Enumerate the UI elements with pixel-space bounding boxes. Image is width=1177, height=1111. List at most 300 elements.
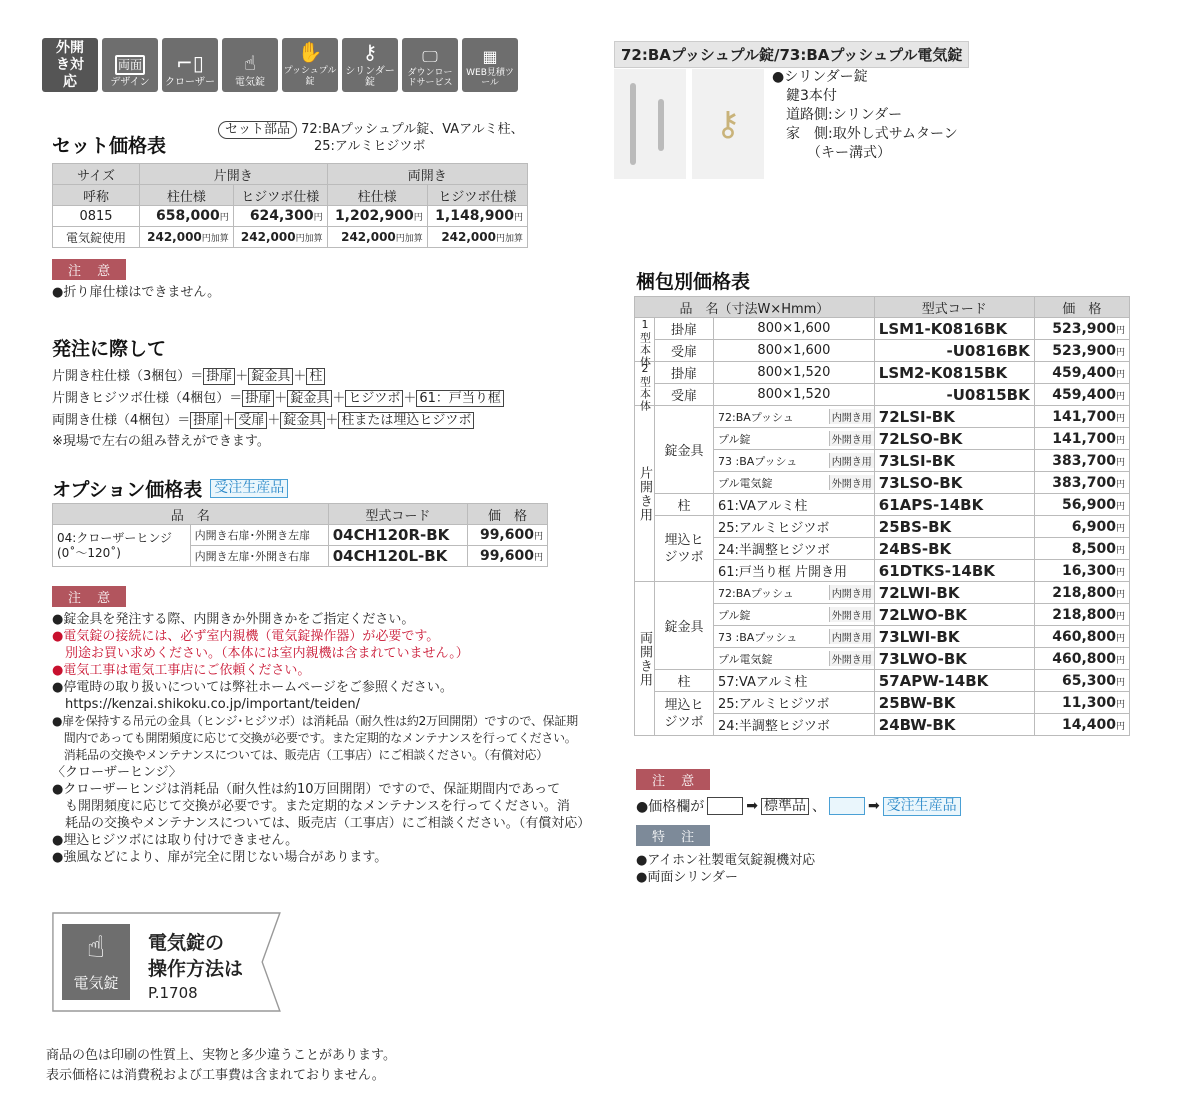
model-code: 73LSI-BK [874,450,1034,472]
price-cell [1034,472,1129,494]
desc-text: プル電気錠 [718,476,773,490]
set-parts-text-2: 25:アルミヒジツボ [314,139,426,154]
set-parts-tag: セット部品 [218,121,297,139]
table-row [635,516,1130,538]
price-value: 11,300 [1061,694,1116,711]
plus: ＋ [274,391,288,406]
order-part: 61：戸当り框 [416,390,504,407]
model-code: -U0815BK [874,384,1034,406]
note-item: ●埋込ヒジツボには取り付けできません。 [52,833,299,848]
embed-desc: 25:アルミヒジツボ [714,516,875,538]
model-code: 61APS-14BK [874,494,1034,516]
note-item: 間内であっても開閉頻度に応じて交換が必要です。また定期的なメンテナンスを行ってください。 [52,731,577,745]
price-cell [427,206,527,227]
price-cell [233,227,327,248]
price-cell [1034,626,1129,648]
price-cell [1034,516,1129,538]
col-single: 片開き [140,164,328,185]
guide-line: 操作方法は [148,958,244,980]
note-item: ●折り扉仕様はできません。 [52,285,221,300]
price-unit: 円 [219,213,229,223]
direction-label: 外開き用 [829,651,874,666]
price-value: 218,800 [1052,584,1116,601]
legend-line [636,796,961,816]
push-pull-handle-image [614,69,686,179]
table-row [635,692,1130,714]
price-value: 383,700 [1052,452,1116,469]
price-unit: 円 [313,213,323,223]
lock-desc [714,428,875,450]
note-item: ●停電時の取り扱いについては弊社ホームページをご参照ください。 [52,680,453,695]
price-value: 658,000 [156,208,220,224]
lock-glyph: ☝ [243,51,257,75]
price-unit: 円 [1115,699,1125,710]
price-cell [1034,428,1129,450]
hand-glyph: ✋ [297,40,323,64]
price-unit: 円 [1115,633,1125,644]
double-sided-design-icon [102,38,158,92]
lock-desc [714,406,875,428]
arrow-icon: ➡ [867,798,880,814]
monitor-icon [402,38,458,92]
door-name: 受扉 [655,384,714,406]
embed-desc: 25:アルミヒジツボ [714,692,875,714]
keys-image: ⚷ [692,69,764,179]
lock-specs [772,68,958,163]
price-value: 460,800 [1052,650,1116,667]
monitor-glyph: 🖵 [422,47,438,66]
icon-label: クローザー [165,77,215,88]
price-unit: 円 [1115,523,1125,534]
col-double-hinge: ヒジツボ仕様 [427,185,527,206]
order-line [52,388,504,410]
price-unit: 円 [1115,589,1125,600]
order-title: 発注に際して [52,338,167,360]
price-cell [427,227,527,248]
price-value: 16,300 [1061,562,1116,579]
category-label: 埋込ヒジツボ [655,516,714,582]
order-text: 両開き仕様（4梱包）＝ [52,413,191,428]
group-label: 両開き用 [635,582,655,736]
order-part: 錠金具 [248,368,293,385]
order-part: 掛扉 [203,368,235,385]
handle-bar [630,83,636,165]
row-label: 0815 [53,206,140,227]
lock-desc [714,582,875,604]
direction-label: 内開き用 [829,629,874,644]
desc-text: 73 :BAプッシュ [718,630,798,644]
price-cell [1034,604,1129,626]
order-text: 片開き柱仕様（3梱包）＝ [52,369,204,384]
icon-label: 外開き対応 [56,39,84,90]
set-parts-text-1: 72:BAプッシュプル錠、VAアルミ柱、 [301,122,524,137]
price-unit: 円 [1115,457,1125,468]
table-row [635,340,1130,362]
door-name: 掛扉 [655,318,714,340]
guide-box[interactable] [52,912,282,1012]
price-unit: 円 [1115,391,1125,402]
table-row [635,670,1130,692]
direction-label: 外開き用 [829,431,874,446]
price-unit: 円 [1115,325,1125,336]
lock-desc [714,648,875,670]
set-parts [218,121,524,155]
model-code: 24BS-BK [874,538,1034,560]
model-code: 73LWI-BK [874,626,1034,648]
calc-glyph: ▦ [482,47,498,66]
desc-text: プル電気錠 [718,652,773,666]
table-row [53,525,548,546]
order-line [52,366,504,388]
category-label: 柱 [655,670,714,692]
icon-label: 電気錠 [73,974,119,992]
price-cell [468,546,548,567]
price-cell [468,525,548,546]
note-item: 消耗品の交換やメンテナンスについては、販売店（工事店）にご相談ください。（有償対応） [52,748,548,762]
price-value: 459,400 [1052,386,1116,403]
price-unit: 円 [513,213,523,223]
outward-open-icon [42,38,98,92]
lock-title: 72:BAプッシュプル錠/73:BAプッシュプル電気錠 [614,41,969,68]
option-title: オプション価格表 [52,479,203,501]
col-size: サイズ [53,164,140,185]
embed-desc: 24:半調整ヒジツボ [714,538,875,560]
price-cell [1034,362,1129,384]
table-row [635,406,1130,428]
footer-line: 表示価格には消費税および工事費は含まれておりません。 [46,1068,385,1083]
price-unit: 円 [1115,567,1125,578]
price-value: 1,202,900 [334,208,414,224]
price-value: 460,800 [1052,628,1116,645]
price-unit: 円 [1115,369,1125,380]
option-code: 04CH120L-BK [328,546,467,567]
col-double-post: 柱仕様 [327,185,427,206]
price-value: 523,900 [1052,320,1116,337]
price-cell [1034,692,1129,714]
price-cell [327,227,427,248]
order-text: 片開きヒジツボ仕様（4梱包）＝ [52,391,243,406]
model-code: 25BW-BK [874,692,1034,714]
order-note: ※現場で左右の組み替えができます。 [52,434,270,449]
pkg-title: 梱包別価格表 [636,271,751,293]
standard-label: 標準品 [761,798,809,815]
note-item: ●クローザーヒンジは消耗品（耐久性は約10万回開閉）ですので、保証期間内であって [52,782,561,797]
price-value: 99,600 [479,527,534,543]
lock-desc [714,626,875,648]
price-value: 523,900 [1052,342,1116,359]
price-cell [1034,538,1129,560]
price-value: 459,400 [1052,364,1116,381]
model-code: 61DTKS-14BK [874,560,1034,582]
price-unit: 円 [1115,347,1125,358]
icon-label: デザイン [110,77,150,88]
table-row [635,582,1130,604]
plus: ＋ [222,413,236,428]
group-label: 1型本体 [635,318,655,362]
price-unit: 円 [533,532,543,542]
order-part: 錠金具 [280,412,325,429]
footer-line: 商品の色は印刷の性質上、実物と多少違うことがあります。 [46,1048,396,1063]
note-item: ●電気工事は電気工事店にご依頼ください。 [52,663,311,678]
category-label: 錠金具 [655,582,714,670]
price-cell [140,227,234,248]
lock-desc [714,472,875,494]
price-unit: 円 [1115,721,1125,732]
col-price: 価 格 [1034,297,1129,318]
direction-label: 内開き用 [829,585,874,600]
note-badge: 注 意 [52,259,126,280]
door-size: 800×1,520 [714,362,875,384]
price-cell [1034,714,1129,736]
option-code: 04CH120R-BK [328,525,467,546]
legend-sep: 、 [811,799,826,815]
group-label: 片開き用 [635,406,655,582]
price-value: 141,700 [1052,408,1116,425]
icon-label: WEB見積ツール [466,68,514,88]
key-glyph: ⚷ [362,40,378,64]
order-part: 柱または埋込ヒジツボ [338,412,474,429]
col-double: 両開き [327,164,527,185]
set-price-table [52,163,528,248]
closer-glyph: ⌐▯ [176,51,204,75]
spec-line: （キー溝式） [772,145,891,161]
legend-blue-box [829,797,865,815]
made-to-order-label: 受注生産品 [883,797,961,816]
note-badge: 注 意 [52,586,126,607]
electric-lock-icon [222,38,278,92]
note1-list [52,284,220,301]
desc-text: プル錠 [718,608,751,622]
feature-item: ●両面シリンダー [636,870,738,885]
desc-text: 72:BAプッシュ [718,586,794,600]
price-cell [1034,340,1129,362]
option-item-name [53,525,191,567]
lock-desc [714,450,875,472]
price-unit: 円 [413,213,423,223]
price-unit: 円 [1115,655,1125,666]
icon-label: ダウンロードサービス [407,68,453,88]
direction-label: 内開き用 [829,453,874,468]
note-item: 耗品の交換やメンテナンスについては、販売店（工事店）にご相談ください。（有償対応） [52,816,591,831]
price-unit: 円 [533,553,543,563]
price-cell [233,206,327,227]
plus: ＋ [235,369,249,384]
table-row [635,494,1130,516]
price-cell [1034,582,1129,604]
lock-glyph: ☝ [86,930,106,965]
item-name-line: (0˚〜120˚) [57,545,121,560]
feature-list [636,852,815,886]
desc-text: プル錠 [718,432,751,446]
price-cell [327,206,427,227]
note-item: 別途お買い求めください。（本体には室内親機は含まれていません。） [52,646,469,661]
desc-text: 73 :BAプッシュ [718,454,798,468]
cylinder-key-icon [342,38,398,92]
lock-desc [714,604,875,626]
model-code: 73LWO-BK [874,648,1034,670]
col-price: 価 格 [468,504,548,525]
order-line [52,410,504,432]
feature-badge: 特 注 [636,825,710,846]
guide-text [148,930,243,982]
model-code: 72LWI-BK [874,582,1034,604]
price-value: 6,900 [1071,518,1116,535]
spec-line: 道路側:シリンダー [772,107,903,123]
order-part: ヒジツボ [345,390,403,407]
calculator-icon [462,38,518,92]
category-label: 柱 [655,494,714,516]
direction-label: 外開き用 [829,475,874,490]
price-value: 383,700 [1052,474,1116,491]
model-code: 24BW-BK [874,714,1034,736]
feature-icons [42,38,518,92]
col-name: 品 名（寸法W×Hmm） [635,297,875,318]
order-part: 柱 [306,368,325,385]
guide-page-link[interactable]: P.1708 [148,984,198,1002]
price-value: 242,000 [147,230,202,244]
guide-line: 電気錠の [148,932,225,954]
desc-text: 72:BAプッシュ [718,410,794,424]
arrow-icon: ➡ [746,798,758,814]
option-sub: 内開き右扉･外開き左扉 [190,525,328,546]
note-item: https://kenzai.shikoku.co.jp/important/teiden/ [52,697,361,712]
model-code: 72LSI-BK [874,406,1034,428]
icon-label: シリンダー錠 [345,66,395,88]
price-value: 8,500 [1071,540,1116,557]
legend-text: ●価格欄が [636,799,705,815]
note2-list [52,611,590,866]
note-item: ●扉を保持する吊元の金具（ヒンジ･ヒジツボ）は消耗品（耐久性は約2万回開閉）ですので、保証期 [52,714,578,728]
model-code: 25BS-BK [874,516,1034,538]
option-table [52,503,548,567]
direction-label: 内開き用 [829,409,874,424]
price-unit: 円 [1115,435,1125,446]
footer [46,1046,396,1086]
feature-item: ●アイホン社製電気錠親機対応 [636,853,816,868]
col-code: 型式コード [328,504,467,525]
order-part: 掛扉 [190,412,222,429]
table-row [635,362,1130,384]
spec-line: 家 側:取外し式サムターン [772,126,958,142]
col-name: 品 名 [53,504,329,525]
item-name-line: 04:クローザーヒンジ [57,530,173,545]
note-item: も開閉頻度に応じて交換が必要です。また定期的なメンテナンスを行ってください。消 [52,799,570,814]
model-code: 72LWO-BK [874,604,1034,626]
note-item: ●強風などにより、扉が完全に閉じない場合があります。 [52,850,388,865]
order-part: 受扉 [235,412,267,429]
model-code: LSM2-K0815BK [874,362,1034,384]
note-item: 〈クローザーヒンジ〉 [52,765,182,780]
col-code: 型式コード [874,297,1034,318]
price-cell [1034,670,1129,692]
price-cell [1034,648,1129,670]
price-value: 242,000 [240,230,296,244]
price-unit: 円 [1115,413,1125,424]
note-item: ●錠金具を発注する際、内開きか外開きかをご指定ください。 [52,612,415,627]
col-code: 呼称 [53,185,140,206]
price-unit: 円加算 [201,234,229,244]
group-label: 2型本体 [635,362,655,406]
col-single-post: 柱仕様 [140,185,234,206]
plus: ＋ [325,413,339,428]
note-item: ●電気錠の接続には、必ず室内親機（電気錠操作器）が必要です。 [52,629,440,644]
order-lines [52,366,504,452]
price-value: 624,300 [249,208,314,224]
door-size: 800×1,600 [714,340,875,362]
icon-glyph: 両面 [115,55,145,75]
table-row [53,227,528,248]
model-code: 73LSO-BK [874,472,1034,494]
category-label: 錠金具 [655,406,714,494]
order-part: 掛扉 [242,390,274,407]
price-value: 242,000 [441,230,496,244]
category-label: 埋込ヒジツボ [655,692,714,736]
price-value: 242,000 [341,230,396,244]
note-badge: 注 意 [636,769,710,790]
price-value: 14,400 [1061,716,1116,733]
price-value: 99,600 [479,548,534,564]
price-value: 218,800 [1052,606,1116,623]
row-label: 電気錠使用 [53,227,140,248]
door-closer-icon [162,38,218,92]
spec-line: ●シリンダー錠 [772,69,868,85]
price-cell [1034,450,1129,472]
door-size: 800×1,520 [714,384,875,406]
option-sub: 内開き左扉･外開き右扉 [190,546,328,567]
plus: ＋ [403,391,417,406]
order-part: 錠金具 [287,390,332,407]
table-row [53,206,528,227]
price-unit: 円 [1115,545,1125,556]
plus: ＋ [293,369,307,384]
direction-label: 外開き用 [829,607,874,622]
electric-lock-icon [62,924,130,1000]
price-value: 65,300 [1061,672,1116,689]
post-desc: 61:VAアルミ柱 [714,494,875,516]
legend-white-box [707,797,743,815]
embed-desc: 61:戸当り框 片開き用 [714,560,875,582]
set-price-title: セット価格表 [52,135,167,157]
price-cell [1034,384,1129,406]
price-value: 1,148,900 [435,208,514,224]
door-name: 受扉 [655,340,714,362]
price-unit: 円 [1115,611,1125,622]
price-unit: 円加算 [395,234,423,244]
spec-line: 鍵3本付 [772,88,837,104]
price-cell [1034,560,1129,582]
price-value: 141,700 [1052,430,1116,447]
price-cell [1034,318,1129,340]
handle-bar [658,99,664,151]
price-cell [1034,494,1129,516]
pkg-table [634,296,1130,736]
door-name: 掛扉 [655,362,714,384]
price-unit: 円 [1115,677,1125,688]
price-unit: 円加算 [295,234,323,244]
model-code: -U0816BK [874,340,1034,362]
push-pull-icon [282,38,338,92]
plus: ＋ [267,413,281,428]
icon-label: 電気錠 [235,77,265,88]
plus: ＋ [332,391,346,406]
price-cell [1034,406,1129,428]
price-value: 56,900 [1061,496,1116,513]
option-header [52,475,288,502]
table-row [635,318,1130,340]
post-desc: 57:VAアルミ柱 [714,670,875,692]
embed-desc: 24:半調整ヒジツボ [714,714,875,736]
price-unit: 円 [1115,501,1125,512]
